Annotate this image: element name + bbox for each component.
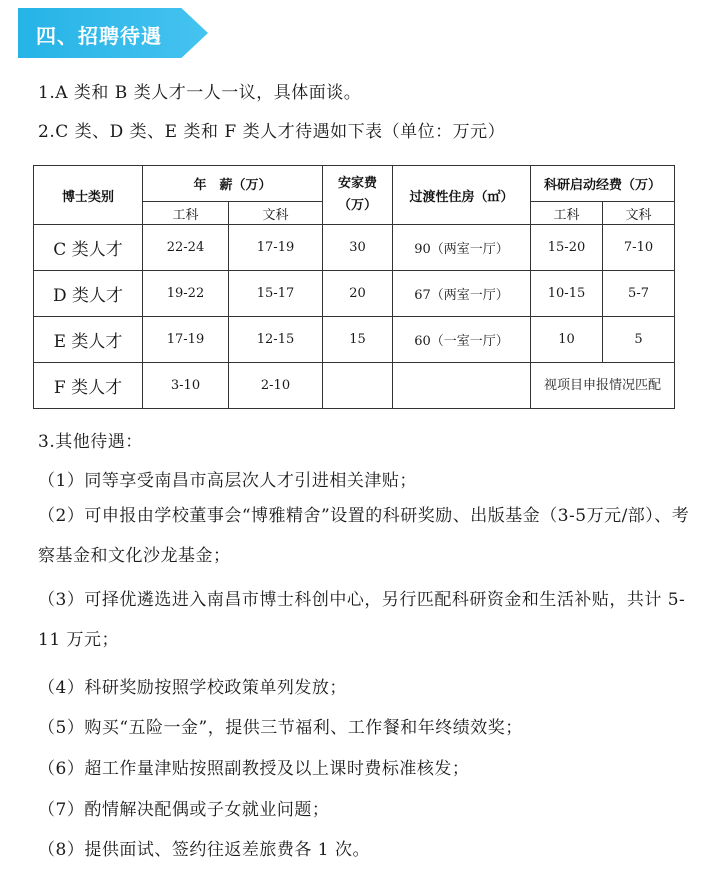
intro-line-1: 1.A 类和 B 类人才一人一议，具体面谈。 — [38, 83, 362, 103]
cell-salary-eng: 3-10 — [143, 363, 229, 409]
other-item-6: （6）超工作量津贴按照副教授及以上课时费标准核发； — [38, 759, 470, 779]
cell-research-eng: 10-15 — [531, 271, 603, 317]
header-settle — [323, 166, 393, 225]
table-row — [34, 225, 675, 271]
section-title: 四、招聘待遇 — [36, 24, 162, 48]
cell-settle: 15 — [323, 317, 393, 363]
other-item-8: （8）提供面试、签约往返差旅费各 1 次。 — [38, 840, 370, 860]
cell-research-arts: 5 — [603, 317, 675, 363]
research-note-text: 视项目申报情况匹配 — [544, 377, 662, 393]
subheader-salary-arts: 文科 — [229, 202, 323, 225]
row-label: F 类人才 — [34, 363, 143, 409]
cell-settle: 20 — [323, 271, 393, 317]
cell-salary-eng: 19-22 — [143, 271, 229, 317]
row-label: E 类人才 — [34, 317, 143, 363]
cell-housing: 60（一室一厅） — [393, 317, 531, 363]
cell-research-arts: 5-7 — [603, 271, 675, 317]
cell-settle: 30 — [323, 225, 393, 271]
header-settle-label: 安家费（万） — [338, 176, 378, 213]
salary-table — [33, 165, 675, 409]
header-salary: 年 薪（万） — [143, 166, 323, 202]
subheader-research-arts: 文科 — [603, 202, 675, 225]
cell-housing: 67（两室一厅） — [393, 271, 531, 317]
cell-settle — [323, 363, 393, 409]
cell-salary-eng: 17-19 — [143, 317, 229, 363]
header-housing: 过渡性住房（㎡） — [393, 166, 531, 225]
cell-salary-arts: 12-15 — [229, 317, 323, 363]
other-item-4: （4）科研奖励按照学校政策单列发放； — [38, 678, 347, 698]
cell-housing: 90（两室一厅） — [393, 225, 531, 271]
row-label: C 类人才 — [34, 225, 143, 271]
cell-salary-arts: 2-10 — [229, 363, 323, 409]
other-item-3: （3）可择优遴选进入南昌市博士科创中心，另行匹配科研资金和生活补贴，共计 5-11 万元； — [38, 590, 686, 650]
other-item-2: （2）可申报由学校董事会“博雅精舍”设置的科研奖励、出版基金（3-5万元/部）、考察基金和文化沙龙基金； — [38, 506, 690, 566]
other-item-5: （5）购买“五险一金”，提供三节福利、工作餐和年终绩效奖； — [38, 718, 523, 738]
table-header-row — [34, 166, 675, 202]
cell-salary-arts: 17-19 — [229, 225, 323, 271]
table-row — [34, 271, 675, 317]
cell-research-eng: 15-20 — [531, 225, 603, 271]
subheader-research-eng: 工科 — [531, 202, 603, 225]
header-research: 科研启动经费（万） — [531, 166, 675, 202]
cell-housing — [393, 363, 531, 409]
cell-research-arts: 7-10 — [603, 225, 675, 271]
header-category: 博士类别 — [34, 166, 143, 225]
subheader-salary-eng: 工科 — [143, 202, 229, 225]
cell-research-note — [531, 363, 675, 409]
cell-salary-eng: 22-24 — [143, 225, 229, 271]
table-row — [34, 363, 675, 409]
intro-line-2: 2.C 类、D 类、E 类和 F 类人才待遇如下表（单位：万元） — [38, 122, 506, 142]
other-heading: 3.其他待遇： — [38, 432, 143, 452]
other-item-7: （7）酌情解决配偶或子女就业问题； — [38, 800, 330, 820]
row-label: D 类人才 — [34, 271, 143, 317]
cell-salary-arts: 15-17 — [229, 271, 323, 317]
cell-research-eng: 10 — [531, 317, 603, 363]
other-item-1: （1）同等享受南昌市高层次人才引进相关津贴； — [38, 471, 417, 491]
table-row — [34, 317, 675, 363]
